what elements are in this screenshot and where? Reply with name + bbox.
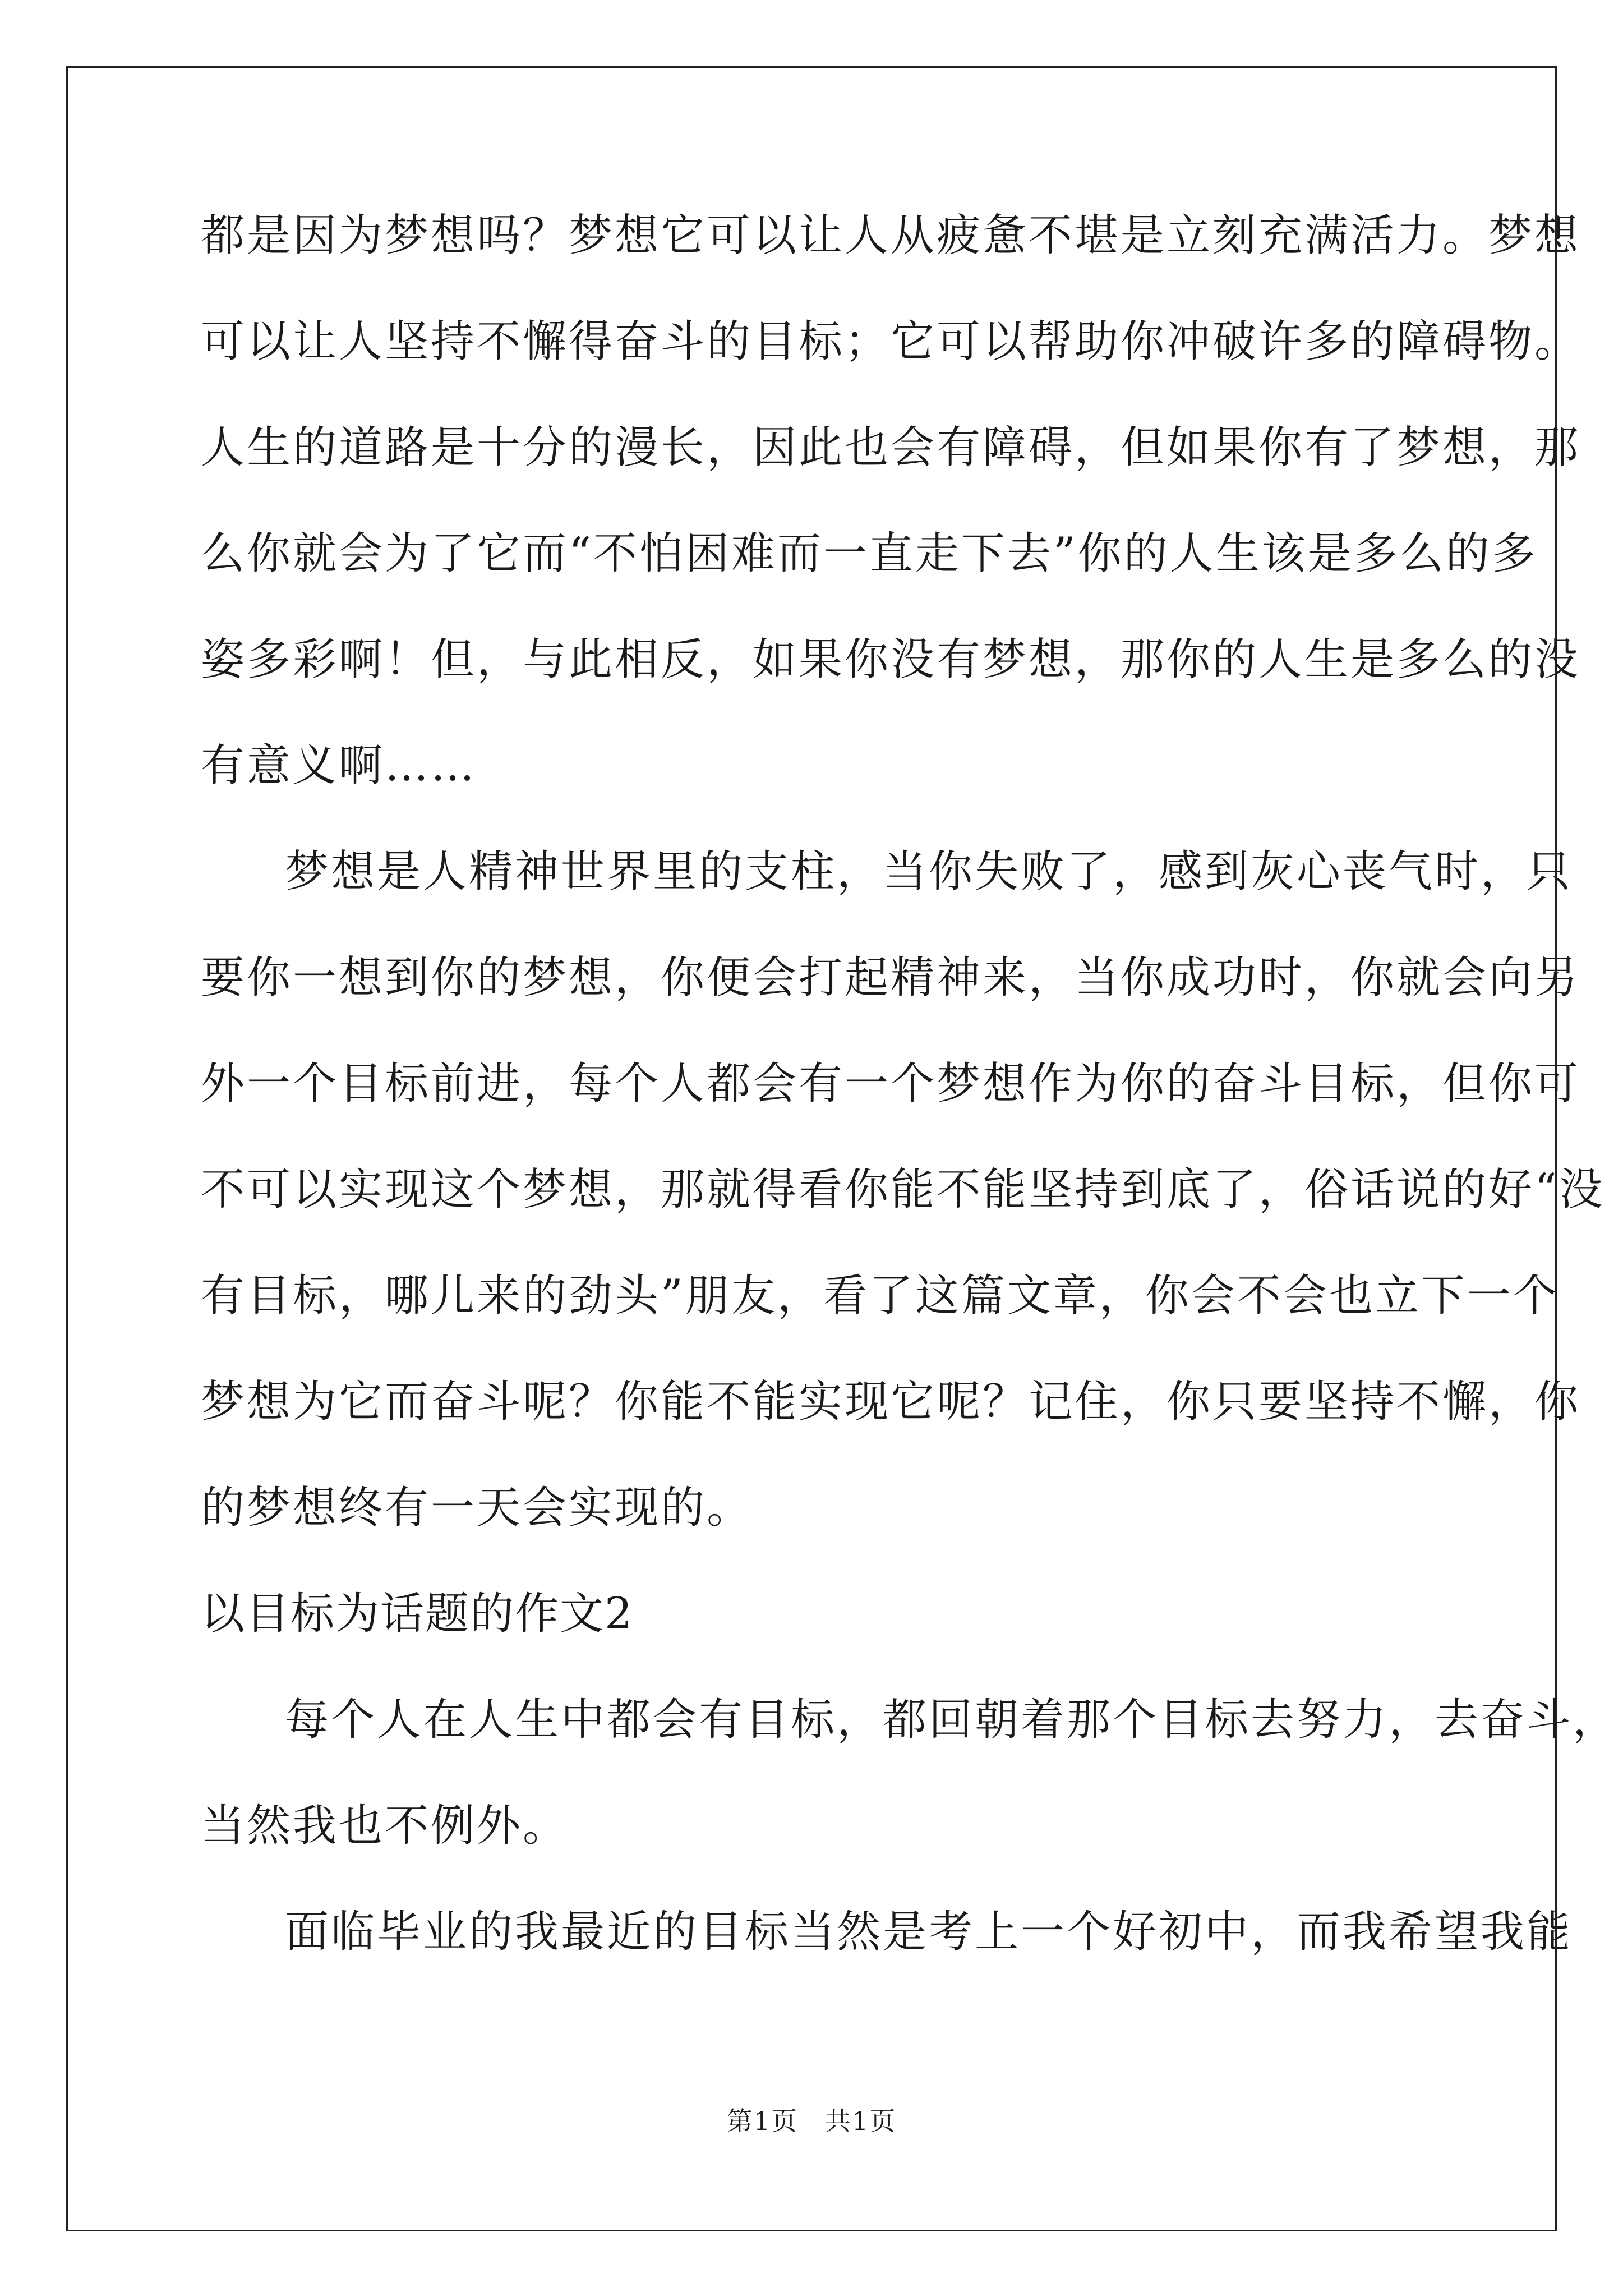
paragraph-line: 面临毕业的我最近的目标当然是考上一个好初中，而我希望我能 bbox=[285, 1907, 1573, 1957]
paragraph-line: 外一个目标前进，每个人都会有一个梦想作为你的奋斗目标，但你可 bbox=[201, 1059, 1581, 1109]
paragraph-line: 有意义啊…… bbox=[201, 740, 477, 791]
page-footer: 第1页 共1页 bbox=[726, 2106, 897, 2136]
document-body bbox=[201, 202, 1619, 2004]
paragraph-line: 人生的道路是十分的漫长，因此也会有障碍，但如果你有了梦想，那 bbox=[201, 422, 1581, 473]
paragraph-line: 要你一想到你的梦想，你便会打起精神来，当你成功时，你就会向另 bbox=[201, 953, 1581, 1003]
paragraph-line: 梦想是人精神世界里的支柱，当你失败了，感到灰心丧气时，只 bbox=[285, 846, 1573, 897]
paragraph-line: 可以让人坚持不懈得奋斗的目标；它可以帮助你冲破许多的障碍物。 bbox=[201, 316, 1581, 367]
section-heading: 以目标为话题的作文2 bbox=[201, 1589, 634, 1639]
paragraph-line: 梦想为它而奋斗呢？你能不能实现它呢？记住，你只要坚持不懈，你 bbox=[201, 1377, 1581, 1427]
paragraph-line: 当然我也不例外。 bbox=[201, 1801, 569, 1851]
paragraph-line: 不可以实现这个梦想，那就得看你能不能坚持到底了，俗话说的好“没 bbox=[201, 1165, 1605, 1215]
paragraph-line: 都是因为梦想吗？梦想它可以让人从疲惫不堪是立刻充满活力。梦想 bbox=[201, 210, 1581, 261]
paragraph-line: 每个人在人生中都会有目标，都回朝着那个目标去努力，去奋斗， bbox=[285, 1695, 1619, 1745]
paragraph-line: 的梦想终有一天会实现的。 bbox=[201, 1483, 753, 1533]
paragraph-line: 姿多彩啊！但，与此相反，如果你没有梦想，那你的人生是多么的没 bbox=[201, 634, 1581, 685]
paragraph-line: 有目标，哪儿来的劲头”朋友，看了这篇文章，你会不会也立下一个 bbox=[201, 1271, 1559, 1321]
paragraph-line: 么你就会为了它而“不怕困难而一直走下去”你的人生该是多么的多 bbox=[201, 528, 1538, 579]
